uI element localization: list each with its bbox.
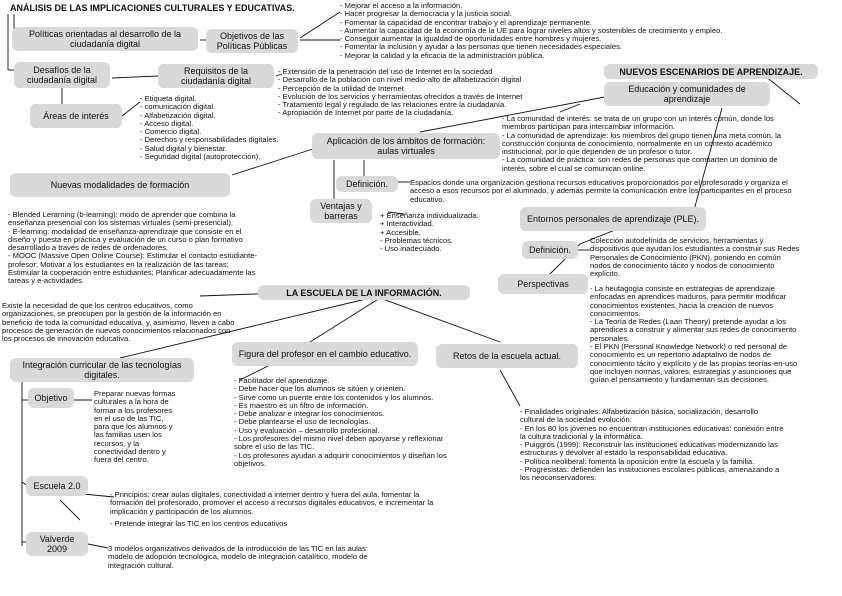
- perspectivas-list: [590, 285, 797, 385]
- list-item: - Uso inadecuado.: [380, 244, 442, 254]
- list-item: - Finalidades originales: Alfabetización básica, socialización, desarrollo: [520, 407, 759, 416]
- list-item: - Los profesores ayudan a adquirir conocimientos y diseñan los: [234, 450, 447, 460]
- list-item: + Enseñanza individualizada.: [380, 211, 479, 220]
- list-item: conocimiento es un repertorio adaptativo de nodos de: [590, 350, 772, 360]
- definicion1-node: Definición.: [336, 176, 398, 192]
- entornos-ple-node: Entornos personales de aprendizaje (PLE).: [520, 207, 706, 231]
- objetivo-node: Objetivo: [28, 388, 74, 408]
- list-item: - La heutagogía consiste en estrategias de aprendizaje: [590, 284, 775, 293]
- escuela20-list: [110, 491, 433, 528]
- list-item: - La comunidad de aprendizaje: los miembros del grupo tienen una meta común, la: [502, 130, 782, 140]
- list-item: - Evolución de los servicios y herramientas ofrecidos a través de Internet: [278, 91, 523, 101]
- valverde-list: [108, 545, 368, 570]
- educacion-comunidades-node: Educación y comunidades de aprendizaje: [604, 82, 770, 106]
- nuevas-modalidades-node: Nuevas modalidades de formación: [10, 173, 230, 197]
- list-item: - Política neoliberal: fomenta la oposición entre la escuela y la familia.: [520, 456, 755, 466]
- list-item: + Accesible.: [380, 227, 421, 237]
- list-item: - Tratamiento legal y regulado de las relaciones entre la ciudadanía.: [278, 100, 507, 110]
- list-item: interés, sobre el cual se comunican online.: [502, 163, 646, 173]
- figura-list: [234, 377, 447, 468]
- escuela-intro-text: Existe la necesidad de que los centros educativos, como organizaciones, se preocupen por la gestión de la información en beneficio de toda la comunidad educativa, y, asimismo, lleven a cabo procesos de generación de nuevos conocimientos relacionados con los procesos de innovación educativa.: [2, 301, 235, 344]
- politicas-node: Políticas orientadas al desarrollo de la ciudadanía digital: [12, 27, 198, 51]
- list-item: sobre el uso de las TIC.: [234, 442, 315, 452]
- list-item: - Principios: crear aulas digitales, conectividad a internet dentro y fuera del aula, fomentar la: [110, 490, 420, 499]
- connector: [310, 298, 380, 342]
- list-item: - Debe hacer que los alumnos se sitúen y orienten.: [234, 384, 406, 394]
- list-item: cultural de la sociedad evolución.: [520, 415, 632, 425]
- list-item: enseñanza presencial con los sistemas virtuales (semi-presencial).: [8, 218, 233, 228]
- list-item: - Aumentar la capacidad de la economía de la UE para lograr niveles altos y sostenibles de crecimiento y empleo.: [340, 25, 723, 35]
- list-item: estructuras y devolver al estado la responsabilidad educativa.: [520, 448, 728, 458]
- list-item: - Progresistas: defienden las instituciones escolares públicas, amenazando a: [520, 465, 780, 475]
- list-item: - E-learning: modalidad de enseñanza-aprendizaje que consiste en el: [8, 226, 242, 236]
- list-item: objetivos.: [234, 458, 267, 468]
- connector: [122, 102, 140, 116]
- list-item: - En los 80 los jóvenes no encuentran instituciones educativas: conexión entre: [520, 423, 784, 433]
- objetivo-text: Preparar nuevas formas culturales a la hora de formar a los profesores en el uso de las TIC, para que los alumnos y las familias usen los recursos, y la conectividad dentro y fuera del centro.: [94, 389, 176, 465]
- list-item: - Mejorar la calidad y la eficacia de la administración pública.: [340, 50, 545, 60]
- list-item: + Interactividad.: [380, 219, 434, 229]
- list-item: diseño y puesta en práctica y evaluación de un curso o plan formativo: [8, 234, 243, 244]
- list-item: conocimientos.: [590, 308, 641, 318]
- list-item: - Puiggrós (1999): Reconstruir las instituciones educativas modernizando las: [520, 440, 778, 450]
- list-item: - comunicación digital.: [140, 102, 216, 112]
- list-item: conocimiento tácito y explícito y de las propias teorías-en-uso: [590, 358, 798, 368]
- list-item: - Mejorar el acceso a la información.: [340, 1, 463, 10]
- list-item: - Fomentar la inclusión y ayudar a las personas que tienen necesidades especiales.: [340, 42, 622, 52]
- list-item: - Blended Lerarning (b-learning): modo de aprender que combina la: [8, 210, 236, 219]
- list-item: miembros participan para intercambiar información.: [502, 122, 676, 132]
- list-item: implicación y participación de los alumnos.: [110, 506, 254, 516]
- list-item: - La comunidad de interés: se trata de un grupo con un interés común, donde los: [502, 114, 774, 123]
- definicion2-text: Colección autodefinida de servicios, herramientas y dispositivos que ayudan los estudiantes a construir sus Redes Personales de Conocimiento (PKN), poniendo en común nodos de conocimiento tácito y nodos de conocimiento explícito.: [590, 236, 800, 279]
- list-item: - Uso y evaluación – desarrollo profesional.: [234, 425, 380, 435]
- areas-list: [140, 95, 278, 161]
- escuela-informacion-title: LA ESCUELA DE LA INFORMACIÓN.: [258, 285, 470, 300]
- connector: [300, 12, 340, 40]
- valverde-node: Valverde 2009: [26, 532, 88, 556]
- list-item: - Pretende integrar las TIC en los centros educativos: [110, 518, 288, 528]
- list-item: - La comunidad de práctica: son redes de personas que comparten un dominio de: [502, 155, 778, 165]
- requisitos-node: Requisitos de la ciudadanía digital: [158, 64, 274, 88]
- retos-list: [520, 408, 783, 483]
- connector: [500, 370, 520, 406]
- list-item: guían el pensamiento y fundamentan sus decisiones.: [590, 375, 769, 385]
- ventajas-list: [380, 212, 479, 253]
- ventajas-node: Ventajas y barreras: [310, 199, 372, 223]
- list-item: profesor; Motivar a los estudiantes en la realización de las tareas;: [8, 259, 229, 269]
- list-item: que incluyen normas, valores, estrategias y asunciones que: [590, 366, 792, 376]
- list-item: - Sirve como un puente entre los contenidos y los alumnos.: [234, 392, 434, 402]
- list-item: - Facilitador del aprendizaje.: [234, 376, 330, 385]
- list-item: - Debe plantearse el uso de tecnologías.: [234, 417, 371, 427]
- objetivos-list: [340, 2, 722, 60]
- list-item: integración cultural.: [108, 560, 174, 570]
- definicion2-node: Definición.: [522, 241, 578, 259]
- list-item: - Los profesores del mismo nivel deben apoyarse y reflexionar: [234, 434, 444, 444]
- desafios-node: Desafíos de la ciudadanía digital: [14, 62, 110, 88]
- list-item: - Seguridad digital (autoprotección).: [140, 152, 261, 162]
- list-item: aprendices a construir y alimentar sus redes de conocimiento: [590, 325, 797, 335]
- figura-profesor-node: Figura del profesor en el cambio educativo.: [232, 342, 418, 366]
- list-item: - MOOC (Massive Open Online Course): Estimular el contacto estudiante-: [8, 251, 257, 261]
- integracion-curricular-node: Integración curricular de las tecnologías digitales.: [10, 358, 194, 382]
- requisitos-list: [278, 68, 522, 118]
- list-item: - Etiqueta digital.: [140, 94, 197, 103]
- nuevos-escenarios-title: NUEVOS ESCENARIOS DE APRENDIZAJE.: [604, 64, 818, 79]
- list-item: Estimular la cooperación entre estudiantes; Planificar adecuadamente las: [8, 268, 256, 278]
- connector: [60, 500, 80, 520]
- list-item: - Es maestro es un filtro de información.: [234, 400, 369, 410]
- nuevas-list: [8, 211, 257, 286]
- escuela20-node: Escuela 2.0: [26, 476, 88, 496]
- connector: [88, 544, 108, 548]
- list-item: - La Teoría de Redes (Laan Theory) pretende ayudar a los: [590, 317, 787, 327]
- list-item: - Derechos y responsabilidades digitales.: [140, 135, 279, 145]
- list-item: desarrollado a través de redes de ordenadores.: [8, 243, 168, 253]
- list-item: modelo de adopción tecnológica, modelo de integración catalítico, modelo de: [108, 552, 368, 562]
- list-item: tareas y e-actividades.: [8, 276, 84, 286]
- list-item: personales.: [590, 333, 630, 343]
- aplicacion-node: Aplicación de los ámbitos de formación: aulas virtuales: [312, 133, 500, 159]
- list-item: 3 modelos organizativos derivados de la introducción de las TIC en las aulas:: [108, 544, 368, 553]
- perspectivas-node: Perspectivas: [498, 274, 588, 294]
- list-item: - Hacer progresar la democracia y la justicia social.: [340, 9, 512, 19]
- list-item: enfocadas en aprendices maduros, para permitir modificar: [590, 292, 787, 302]
- list-item: los neoconservadores.: [520, 473, 597, 483]
- list-item: la cultura tradicional y la informática.: [520, 431, 643, 441]
- list-item: - Apropiación de Internet por parte de la ciudadanía.: [278, 108, 454, 118]
- list-item: - Acceso digital.: [140, 118, 194, 128]
- list-item: - Fomentar la capacidad de encontrar trabajo y el aprendizaje permanente.: [340, 17, 593, 27]
- list-item: - El PKN (Personal Knowledge Network) o red personal de: [590, 342, 788, 352]
- comunidad-list: [502, 115, 781, 173]
- connector: [380, 298, 500, 342]
- definicion1-text: Espacios donde una organización gestiona recursos educativos proporcionados por el profesorado y organiza el acceso a esos recursos por el alumnado, y además permite la comunicación entre los participantes en el proceso educativo.: [410, 178, 792, 204]
- list-item: formación del profesorado, promover el acceso a recursos digitales educativos, e incrementar la: [110, 498, 434, 508]
- list-item: conocimientos existentes, hacia la creación de nuevos: [590, 300, 774, 310]
- list-item: institucional, por lo que dependen de un profesor o tutor.: [502, 147, 692, 157]
- list-item: - Conseguir aumentar la igualdad de oportunidades entre hombres y mujeres.: [340, 34, 602, 44]
- objetivos-node: Objetivos de las Políticas Públicas: [206, 29, 298, 53]
- connector: [112, 76, 158, 78]
- list-item: - Alfabetización digital.: [140, 110, 216, 120]
- list-item: construcción conjunta de conocimiento, normalmente en un contexto académico: [502, 138, 773, 148]
- list-item: - Problemas técnicos.: [380, 235, 454, 245]
- list-item: - Extensión de la penetración del uso de Internet en la sociedad: [278, 67, 493, 76]
- list-item: - Debe analizar e integrar los conocimientos.: [234, 409, 385, 419]
- list-item: - Comercio digital.: [140, 127, 202, 137]
- list-item: - Desarrollo de la población con nivel medio-alto de alfabetización digital: [278, 75, 522, 85]
- retos-node: Retos de la escuela actual.: [436, 344, 578, 368]
- list-item: - Salud digital y bienestar.: [140, 143, 227, 153]
- main-title: ANÁLISIS DE LAS IMPLICACIONES CULTURALES Y EDUCATIVAS.: [10, 3, 295, 13]
- areas-node: Áreas de interés: [30, 104, 122, 128]
- list-item: - Percepción de la utilidad de Internet: [278, 83, 404, 93]
